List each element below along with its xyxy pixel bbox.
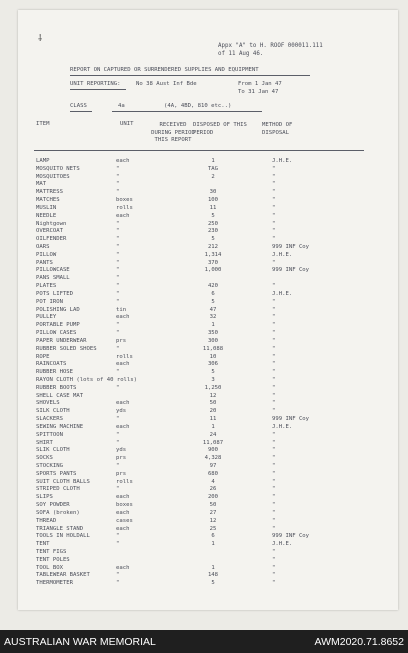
item-cell: SOCKS [36,455,53,462]
unit-cell: " [116,181,120,188]
disposed-cell: 5 [211,212,215,219]
unit-cell: " [116,236,120,243]
table-row [0,447,408,455]
unit-cell: " [116,259,120,266]
punch-mark: ⸸ [38,34,43,44]
table-row [0,541,408,549]
unit-cell: " [116,244,120,251]
unit-cell: " [116,416,120,423]
item-cell: MATTRESS [36,189,63,196]
table-row [0,557,408,565]
disposed-cell: TAG [207,165,219,172]
method-cell: " [272,509,276,516]
item-cell: RUBBER SOLED SHOES [36,345,97,352]
table-row [0,361,408,369]
unit-cell: " [116,228,120,235]
item-cell: TRIANGLE STAND [36,525,84,532]
item-cell: ROPE [36,353,50,360]
unit-cell: " [116,462,120,469]
table-row [0,236,408,244]
disposed-cell: 32 [209,314,217,321]
class-value-underline [112,111,262,112]
table-row [0,252,408,260]
disposed-cell: 6 [211,533,215,540]
table-row [0,424,408,432]
class-options: (4A, 4BD, 810 etc..) [164,103,232,109]
disposed-cell: 4,328 [204,455,222,462]
disposed-cell: 1 [211,564,215,571]
method-cell: J.H.E. [272,541,293,548]
item-cell: SPORTS PANTS [36,470,77,477]
method-cell: " [272,392,276,399]
table-row [0,580,408,588]
unit-cell: " [116,275,120,282]
unit-cell: each [116,314,130,321]
item-cell: SLIPS [36,494,53,501]
unit-cell: " [116,580,120,587]
item-cell: PILLOWCASE [36,267,70,274]
method-cell: " [272,181,276,188]
method-cell: " [272,525,276,532]
period-from: From 1 Jan 47 [238,81,282,87]
method-cell: " [272,439,276,446]
method-cell: " [272,502,276,509]
table-row [0,189,408,197]
item-cell: TENT POLES [36,556,70,563]
class-value: 4a [118,103,125,109]
disposed-cell: 4 [211,478,215,485]
item-cell: SHELL CASE MAT [36,392,84,399]
unit-cell: boxes [116,197,133,204]
unit-cell: " [116,173,120,180]
method-cell: " [272,447,276,454]
item-cell: THREAD [36,517,57,524]
disposed-cell: 3 [211,376,215,383]
item-cell: SLACKERS [36,416,63,423]
disposed-cell: 2 [211,173,215,180]
item-cell: SHOVELS [36,400,60,407]
unit-cell: " [116,572,120,579]
unit-cell: " [116,220,120,227]
item-cell: SUIT CLOTH BALLS [36,478,90,485]
method-cell: 999 INF Coy [272,267,310,274]
method-cell: 999 INF Coy [272,416,310,423]
unit-cell: " [116,384,120,391]
table-row [0,455,408,463]
item-cell: POTS LIFTED [36,290,74,297]
disposed-cell: 370 [207,259,219,266]
unit-cell: " [116,298,120,305]
table-row [0,416,408,424]
method-cell: J.H.E. [272,158,293,164]
table-row [0,244,408,252]
unit-cell: " [116,345,120,352]
table-row [0,322,408,330]
disposed-cell: 11 [209,416,217,423]
disposed-cell: 25 [209,525,217,532]
item-cell: PILLOW [36,251,57,258]
unit-cell: cases [116,517,133,524]
unit-cell: " [116,439,120,446]
method-cell: " [272,376,276,383]
unit-cell: " [116,165,120,172]
table-row [0,166,408,174]
item-cell: SHIRT [36,439,53,446]
institution-name: AUSTRALIAN WAR MEMORIAL [4,636,156,648]
item-cell: TABLEWEAR BASKET [36,572,90,579]
table-row [0,267,408,275]
disposed-cell: 1 [211,158,215,164]
title-underline [70,75,310,76]
table-row [0,275,408,283]
disposed-cell: 47 [209,306,217,313]
unit-cell: each [116,400,130,407]
class-label: CLASS [70,103,87,109]
method-cell: " [272,462,276,469]
table-row [0,283,408,291]
unit-cell: " [116,267,120,274]
table-row [0,228,408,236]
table-row [0,314,408,322]
method-cell: " [272,314,276,321]
disposed-cell: 250 [207,220,219,227]
item-cell: STOCKING [36,462,63,469]
unit-cell: " [116,431,120,438]
table-row [0,181,408,189]
method-cell: J.H.E. [272,290,293,297]
item-cell: MUSLIN [36,204,57,211]
method-cell: " [272,384,276,391]
method-cell: " [272,337,276,344]
table-row [0,494,408,502]
method-cell: 999 INF Coy [272,533,310,540]
disposed-cell: 680 [207,470,219,477]
table-row [0,346,408,354]
disposed-cell: 1 [211,423,215,430]
unit-cell: each [116,509,130,516]
method-cell: " [272,197,276,204]
table-row [0,408,408,416]
disposed-cell: 30 [209,189,217,196]
table-row [0,510,408,518]
column-header-disposed: DISPOSED OF THIS PERIOD [193,122,247,136]
unit-cell: prs [116,470,127,477]
method-cell: " [272,283,276,290]
accession-number: AWM2020.71.8652 [314,636,404,648]
unit-cell: prs [116,337,127,344]
table-row [0,205,408,213]
column-header-method: METHOD OF DISPOSAL [262,122,293,136]
disposed-cell: 97 [209,462,217,469]
method-cell: " [272,431,276,438]
item-cell: MATCHES [36,197,60,204]
method-cell: " [272,564,276,571]
table-row [0,330,408,338]
method-cell: " [272,494,276,501]
disposed-cell: 12 [209,517,217,524]
unit-reporting-label: UNIT REPORTING: [70,81,121,87]
table-row [0,385,408,393]
table-row [0,197,408,205]
unit-cell: each [116,212,130,219]
disposed-cell: 20 [209,408,217,415]
unit-cell: " [116,189,120,196]
table-row [0,377,408,385]
item-cell: PULLEY [36,314,57,321]
disposed-cell: 350 [207,330,219,337]
disposed-cell: 5 [211,298,215,305]
unit-cell: " [116,290,120,297]
unit-cell: " [116,322,120,329]
unit-cell: rolls [116,204,133,211]
appendix-date: of 11 Aug 46. [218,51,264,57]
table-row [0,440,408,448]
disposed-cell: 1,000 [204,267,222,274]
item-cell: OILFENDER [36,236,67,243]
table-row [0,502,408,510]
table-row [0,291,408,299]
item-cell: POLISHING LAD [36,306,80,313]
disposed-cell: 212 [207,244,219,251]
table-row [0,307,408,315]
method-cell: " [272,408,276,415]
column-header-item: ITEM [36,121,50,127]
method-cell: " [272,478,276,485]
item-cell: SPITTOON [36,431,63,438]
item-cell: SILK CLOTH [36,408,70,415]
disposed-cell: 11,087 [202,439,224,446]
item-cell: PANS SMALL [36,275,70,282]
item-cell: THERMOMETER [36,580,74,587]
table-row [0,260,408,268]
item-cell: PLATES [36,283,57,290]
item-cell: MAT [36,181,47,188]
item-cell: OARS [36,244,50,251]
table-row [0,432,408,440]
unit-cell: each [116,525,130,532]
method-cell: " [272,400,276,407]
method-cell: " [272,353,276,360]
item-cell: PAPER UNDERWEAR [36,337,87,344]
disposed-cell: 148 [207,572,219,579]
document-title: REPORT ON CAPTURED OR SURRENDERED SUPPLIES AND EQUIPMENT [70,67,259,73]
item-cell: POT IRON [36,298,63,305]
disposed-cell: 26 [209,486,217,493]
table-row [0,213,408,221]
unit-cell: " [116,251,120,258]
disposed-cell: 100 [207,197,219,204]
unit-cell: yds [116,447,127,454]
item-cell: PILLOW CASES [36,330,77,337]
class-label-underline [70,111,92,112]
header-rule [34,150,364,151]
table-row [0,354,408,362]
unit-label-underline [70,89,126,90]
unit-cell: prs [116,455,127,462]
table-row [0,518,408,526]
method-cell: " [272,322,276,329]
method-cell: " [272,306,276,313]
unit-cell: " [116,541,120,548]
disposed-cell: 11 [209,204,217,211]
unit-cell: tin [116,306,127,313]
method-cell: " [272,556,276,563]
unit-cell: yds [116,408,127,415]
table-row [0,471,408,479]
table-row [0,486,408,494]
method-cell: " [272,361,276,368]
table-row [0,479,408,487]
table-row [0,565,408,573]
column-header-unit: UNIT [120,121,134,127]
disposed-cell: 300 [207,337,219,344]
unit-cell: " [116,283,120,290]
disposed-cell: 1 [211,322,215,329]
disposed-cell: 1 [211,541,215,548]
method-cell: " [272,455,276,462]
disposed-cell: 6 [211,290,215,297]
item-cell: STRIPED CLOTH [36,486,80,493]
disposed-cell: 50 [209,400,217,407]
item-cell: MOSQUITO NETS [36,165,80,172]
item-cell: TOOLS IN HOLDALL [36,533,90,540]
table-row [0,549,408,557]
period-to: To 31 Jan 47 [238,89,279,95]
item-cell: RUBBER HOSE [36,369,74,376]
method-cell: " [272,212,276,219]
unit-cell: each [116,361,130,368]
item-cell: RAYON CLOTH (lots of 40 rolls) [36,376,138,383]
disposed-cell: 230 [207,228,219,235]
unit-cell: each [116,564,130,571]
method-cell: " [272,259,276,266]
footer-bar [0,630,408,653]
disposed-cell: 10 [209,353,217,360]
table-row [0,393,408,401]
disposed-cell: 11,088 [202,345,224,352]
appendix-reference: Appx "A" to H. ROOF 000011.111 [218,43,323,49]
unit-cell: each [116,494,130,501]
unit-cell: " [116,369,120,376]
unit-cell: each [116,423,130,430]
table-row [0,400,408,408]
unit-cell: " [116,330,120,337]
item-cell: SOFA (broken) [36,509,80,516]
disposed-cell: 420 [207,283,219,290]
disposed-cell: 12 [209,392,217,399]
item-cell: SEWING MACHINE [36,423,84,430]
table-row [0,369,408,377]
table-row [0,221,408,229]
method-cell: " [272,173,276,180]
item-cell: TENT FIGS [36,549,67,555]
method-cell: " [272,486,276,493]
unit-reporting-value: No 38 Aust Inf Bde [136,81,197,87]
method-cell: " [272,204,276,211]
item-cell: TENT [36,541,50,548]
unit-cell: each [116,158,130,164]
table-row [0,526,408,534]
item-cell: SLIK CLOTH [36,447,70,454]
item-cell: LAMP [36,158,50,164]
method-cell: " [272,228,276,235]
item-cell: RUBBER BOOTS [36,384,77,391]
disposed-cell: 50 [209,502,217,509]
table-row [0,463,408,471]
table-row [0,338,408,346]
unit-cell: boxes [116,502,133,509]
item-cell: TOOL BOX [36,564,63,571]
method-cell: " [272,580,276,587]
table-row [0,299,408,307]
item-cell: MOSQUITOES [36,173,70,180]
method-cell: " [272,165,276,172]
disposed-cell: 306 [207,361,219,368]
disposed-cell: 200 [207,494,219,501]
table-row [0,174,408,182]
method-cell: J.H.E. [272,251,293,258]
disposed-cell: 5 [211,236,215,243]
disposed-cell: 5 [211,369,215,376]
item-cell: NEEDLE [36,212,57,219]
method-cell: 999 INF Coy [272,244,310,251]
method-cell: " [272,330,276,337]
column-header-received: RECEIVED DURING PERIOD THIS REPORT [151,122,195,143]
unit-cell: " [116,486,120,493]
item-cell: RAINCOATS [36,361,67,368]
disposed-cell: 5 [211,580,215,587]
method-cell: " [272,572,276,579]
item-cell: PANTS [36,259,53,266]
method-cell: " [272,220,276,227]
item-cell: OVERCOAT [36,228,63,235]
unit-cell: rolls [116,478,133,485]
item-cell: SOY POWDER [36,502,70,509]
table-row [0,533,408,541]
method-cell: " [272,345,276,352]
disposed-cell: 900 [207,447,219,454]
method-cell: " [272,298,276,305]
item-cell: PORTABLE PUMP [36,322,80,329]
unit-cell: " [116,533,120,540]
disposed-cell: 27 [209,509,217,516]
disposed-cell: 1,250 [204,384,222,391]
method-cell: " [272,470,276,477]
method-cell: " [272,369,276,376]
unit-cell: rolls [116,353,133,360]
disposed-cell: 1,314 [204,251,222,258]
table-row [0,572,408,580]
method-cell: " [272,236,276,243]
method-cell: " [272,189,276,196]
method-cell: " [272,517,276,524]
disposed-cell: 24 [209,431,217,438]
method-cell: " [272,549,276,555]
method-cell: J.H.E. [272,423,293,430]
table-row [0,158,408,166]
item-cell: Nightgown [36,220,67,227]
